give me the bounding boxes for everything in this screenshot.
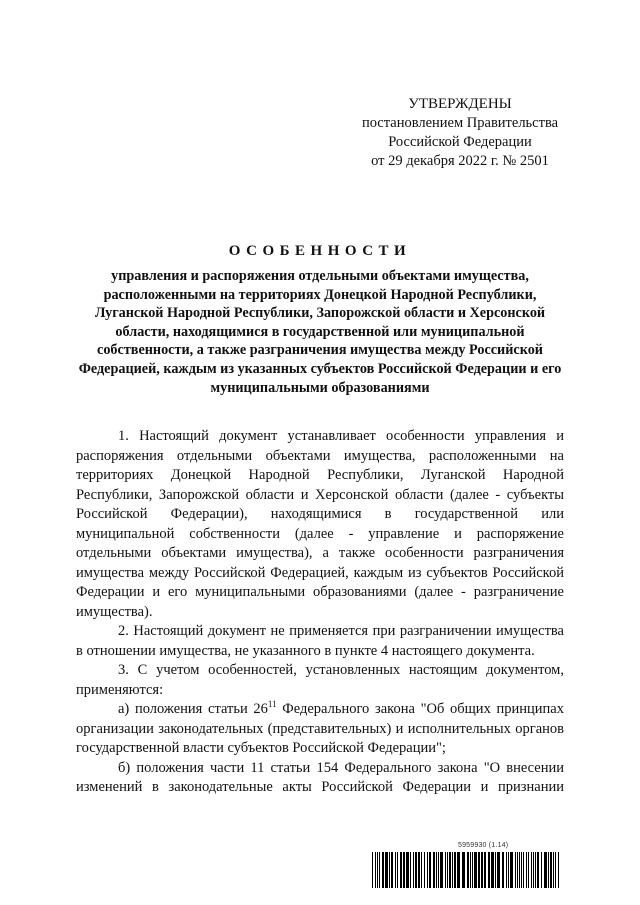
approval-line-1: постановлением Правительства — [361, 115, 559, 131]
approval-line-2: Российской Федерации — [388, 134, 532, 150]
paragraph-3a-start: а) положения статьи 26 — [118, 701, 268, 717]
document-title: ОСОБЕННОСТИ — [228, 243, 412, 259]
paragraph-1: 1. Настоящий документ устанавливает особенности управления и распоряжения отдельными объектами имущества, расположенными на территориях Донецкой Народной Республики, Луганской Народной Республики, Запорожской области и Херсонской области (далее - субъекты Российской Федерации), находящимися в государственной или муниципальной собственности (далее - управление и распоряжение отдельными объектами имущества), а также особенности разграничения имущества между Российской Федерацией, каждым из субъектов Российской Федерации и его муниципальными образованиями (далее - разграничение имущества). — [76, 428, 564, 620]
barcode-image — [372, 852, 562, 888]
approval-block — [340, 95, 580, 171]
paragraph-3: 3. С учетом особенностей, установленных настоящим документом, применяются: — [76, 662, 564, 698]
paragraph-3a-superscript: 11 — [267, 699, 277, 709]
paragraph-3b: б) положения части 11 статьи 154 Федерального закона "О внесении изменений в законодательные акты Российской Федерации и признании — [76, 759, 564, 795]
barcode-label: 5959930 (1.14) — [458, 842, 509, 849]
document-body — [76, 427, 564, 798]
paragraph-3a-end: Федерального закона "Об общих принципах организации законодательных (представительных) и исполнительных органов государственной власти субъектов Российской Федерации"; — [76, 701, 564, 756]
document-subtitle: управления и распоряжения отдельными объектами имущества, расположенными на территориях Донецкой Народной Республики, Луганской Народной Республики, Запорожской области и Херсонской области, находящимися в государственной или муниципальной собственности, а также разграничения имущества между Российской Федерацией, каждым из указанных субъектов Российской Федерации и его муниципальными образованиями — [78, 268, 562, 396]
paragraph-2: 2. Настоящий документ не применяется при разграничении имущества в отношении имущества, не указанного в пункте 4 настоящего документа. — [76, 623, 564, 659]
approval-line-3: от 29 декабря 2022 г. № 2501 — [371, 153, 549, 169]
paragraph-3a — [76, 700, 564, 759]
approval-heading: УТВЕРЖДЕНЫ — [408, 96, 512, 112]
